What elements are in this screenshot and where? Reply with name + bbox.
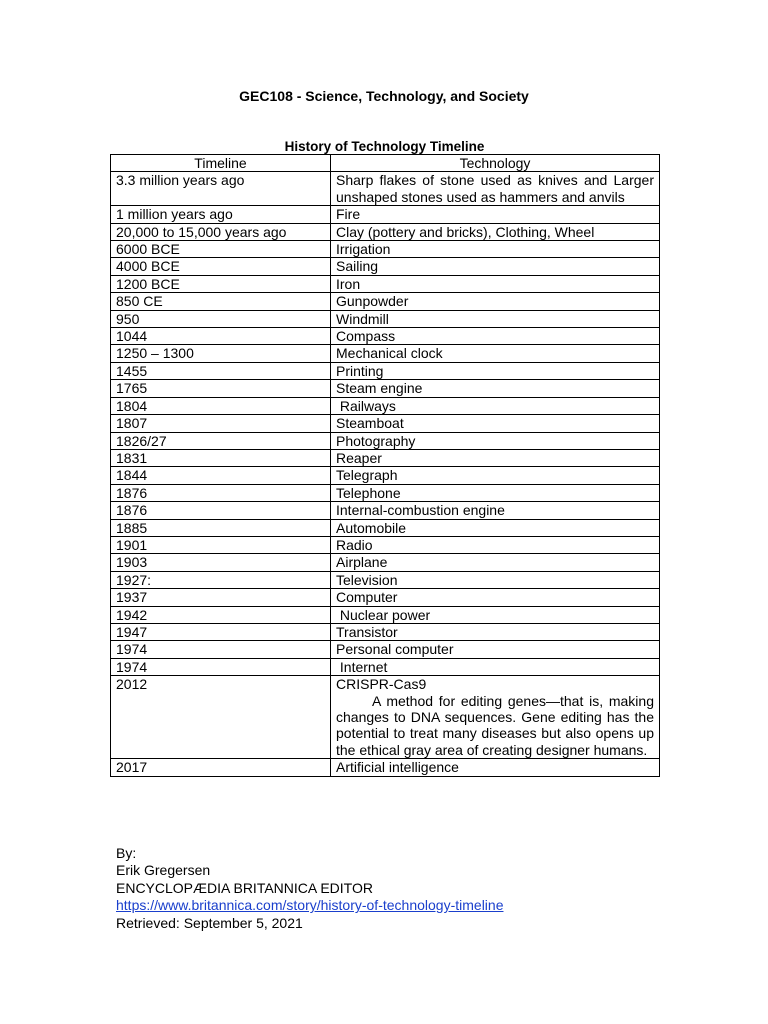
timeline-cell: 1831 [111, 449, 331, 466]
table-row [111, 502, 660, 519]
column-header-technology: Technology [331, 155, 660, 172]
table-row [111, 293, 660, 310]
timeline-cell: 1804 [111, 397, 331, 414]
table-row [111, 310, 660, 327]
timeline-cell: 1765 [111, 380, 331, 397]
technology-cell: Printing [331, 362, 660, 379]
table-row [111, 449, 660, 466]
table-row [111, 606, 660, 623]
timeline-cell: 1927: [111, 571, 331, 588]
timeline-cell: 1974 [111, 641, 331, 658]
timeline-cell: 1876 [111, 502, 331, 519]
technology-cell: Television [331, 571, 660, 588]
timeline-cell: 20,000 to 15,000 years ago [111, 223, 331, 240]
timeline-cell: 3.3 million years ago [111, 172, 331, 206]
technology-cell: Compass [331, 328, 660, 345]
technology-cell: Telephone [331, 484, 660, 501]
credits-block [116, 845, 503, 932]
table-row [111, 241, 660, 258]
technology-cell: Transistor [331, 623, 660, 640]
table-row [111, 554, 660, 571]
table-row [111, 467, 660, 484]
timeline-cell: 1200 BCE [111, 275, 331, 292]
timeline-cell: 1885 [111, 519, 331, 536]
timeline-cell: 1947 [111, 623, 331, 640]
technology-cell: Photography [331, 432, 660, 449]
table-row [111, 362, 660, 379]
table-row [111, 397, 660, 414]
table-row [111, 536, 660, 553]
table-row [111, 172, 660, 206]
timeline-cell: 2012 [111, 676, 331, 759]
timeline-cell: 950 [111, 310, 331, 327]
technology-cell: Computer [331, 589, 660, 606]
table-row [111, 676, 660, 759]
technology-cell: Iron [331, 275, 660, 292]
technology-cell: Reaper [331, 449, 660, 466]
table-row [111, 571, 660, 588]
timeline-cell: 1974 [111, 658, 331, 675]
technology-cell: Radio [331, 536, 660, 553]
timeline-cell: 850 CE [111, 293, 331, 310]
table-row [111, 623, 660, 640]
technology-cell: Artificial intelligence [331, 759, 660, 776]
timeline-table [110, 154, 660, 777]
technology-cell: Nuclear power [331, 606, 660, 623]
table-row [111, 275, 660, 292]
technology-cell: Internal-combustion engine [331, 502, 660, 519]
table-row [111, 415, 660, 432]
author-name: Erik Gregersen [116, 862, 211, 879]
table-row [111, 658, 660, 675]
table-header-row [111, 155, 660, 172]
table-row [111, 380, 660, 397]
technology-cell: Personal computer [331, 641, 660, 658]
technology-name: CRISPR-Cas9 [336, 676, 427, 693]
timeline-cell: 1903 [111, 554, 331, 571]
document-title: GEC108 - Science, Technology, and Society [239, 88, 529, 104]
table-row [111, 519, 660, 536]
technology-cell: Steamboat [331, 415, 660, 432]
technology-cell: Clay (pottery and bricks), Clothing, Wheel [331, 223, 660, 240]
source-link[interactable]: https://www.britannica.com/story/history-of-technology-timeline [116, 897, 504, 914]
timeline-cell: 1942 [111, 606, 331, 623]
table-row [111, 641, 660, 658]
timeline-cell: 6000 BCE [111, 241, 331, 258]
technology-cell: Telegraph [331, 467, 660, 484]
technology-cell: Windmill [331, 310, 660, 327]
timeline-cell: 2017 [111, 759, 331, 776]
technology-cell: Sailing [331, 258, 660, 275]
by-label: By: [116, 845, 137, 861]
table-row [111, 328, 660, 345]
technology-cell: Automobile [331, 519, 660, 536]
technology-description: A method for editing genes—that is, making changes to DNA sequences. Gene editing has the potential to treat many diseases but also opens up the ethical gray area of creating designer humans. [336, 692, 654, 758]
technology-cell: Mechanical clock [331, 345, 660, 362]
table-row [111, 223, 660, 240]
table-row [111, 432, 660, 449]
timeline-cell: 1807 [111, 415, 331, 432]
technology-cell: Steam engine [331, 380, 660, 397]
column-header-timeline: Timeline [111, 155, 331, 172]
timeline-cell: 1250 – 1300 [111, 345, 331, 362]
technology-cell: Railways [331, 397, 660, 414]
timeline-cell: 1844 [111, 467, 331, 484]
retrieved-date: Retrieved: September 5, 2021 [116, 914, 303, 931]
table-row [111, 258, 660, 275]
table-row [111, 759, 660, 776]
timeline-cell: 1901 [111, 536, 331, 553]
timeline-cell: 4000 BCE [111, 258, 331, 275]
technology-cell: Irrigation [331, 241, 660, 258]
table-row [111, 484, 660, 501]
timeline-cell: 1044 [111, 328, 331, 345]
table-row [111, 206, 660, 223]
technology-cell: Fire [331, 206, 660, 223]
technology-cell: Internet [331, 658, 660, 675]
timeline-cell: 1455 [111, 362, 331, 379]
timeline-cell: 1876 [111, 484, 331, 501]
timeline-cell: 1826/27 [111, 432, 331, 449]
technology-cell: Sharp flakes of stone used as knives and Larger unshaped stones used as hammers and anvils [331, 172, 660, 206]
technology-cell: Airplane [331, 554, 660, 571]
author-role: ENCYCLOPÆDIA BRITANNICA EDITOR [116, 879, 373, 896]
table-row [111, 589, 660, 606]
technology-cell [331, 676, 660, 759]
timeline-cell: 1 million years ago [111, 206, 331, 223]
timeline-cell: 1937 [111, 589, 331, 606]
technology-cell: Gunpowder [331, 293, 660, 310]
table-row [111, 345, 660, 362]
table-title: History of Technology Timeline [284, 139, 485, 154]
